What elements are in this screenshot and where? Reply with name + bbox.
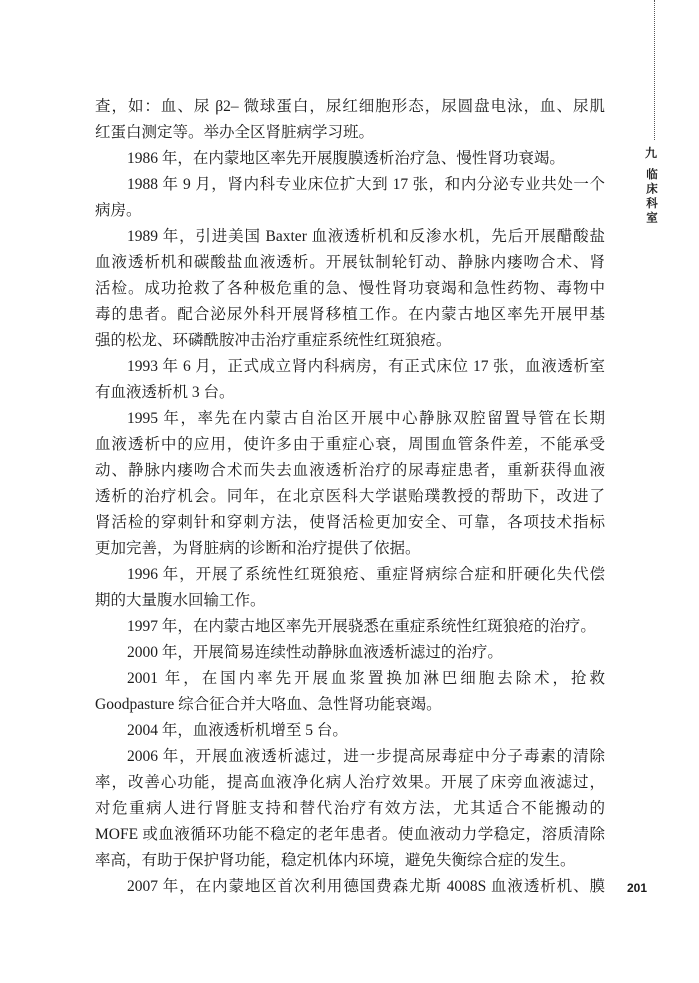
page-number: 201 (627, 881, 648, 895)
text-line: 率，改善心功能，提高血液净化病人治疗效果。开展了床旁血液滤过， (95, 774, 605, 791)
text-line: 透析的治疗机会。同年，在北京医科大学谌贻璞教授的帮助下，改进了 (95, 488, 605, 505)
paragraph-first-line: 2004 年，血液透析机增至 5 台。 (127, 722, 348, 739)
text-line: 活检。成功抢救了各种极危重的急、慢性肾功衰竭和急性药物、毒物中 (95, 280, 605, 297)
paragraph-first-line: 1996 年，开展了系统性红斑狼疮、重症肾病综合症和肝硬化失代偿 (127, 566, 605, 583)
paragraph-first-line: 1988 年 9 月，肾内科专业床位扩大到 17 张，和内分泌专业共处一个 (127, 176, 605, 193)
text-line: 率高，有助于保护肾功能，稳定机体内环境，避免失衡综合症的发生。 (95, 852, 576, 869)
text-line: 血液透析机和碳酸盐血液透析。开展钛制轮钉动、静脉内瘘吻合术、肾 (95, 254, 605, 271)
paragraph-first-line: 2001 年，在国内率先开展血浆置换加淋巴细胞去除术，抢救 (127, 670, 605, 687)
paragraph-first-line: 1993 年 6 月，正式成立肾内科病房，有正式床位 17 张，血液透析室 (127, 358, 605, 375)
text-line: MOFE 或血液循环功能不稳定的老年患者。使血液动力学稳定，溶质清除 (95, 826, 605, 843)
text-line: 更加完善，为肾脏病的诊断和治疗提供了依据。 (95, 540, 421, 557)
text-line: 血液透析中的应用，使许多由于重症心衰，周围血管条件差，不能承受 (95, 436, 605, 453)
text-line: 红蛋白测定等。举办全区肾脏病学习班。 (95, 124, 375, 141)
text-line: Goodpasture 综合征合并大咯血、急性肾功能衰竭。 (95, 696, 442, 713)
body-text (95, 94, 605, 900)
paragraph-first-line: 1986 年，在内蒙地区率先开展腹膜透析治疗急、慢性肾功衰竭。 (127, 150, 565, 167)
text-line: 动、静脉内瘘吻合术而失去血液透析治疗的尿毒症患者，重新获得血液 (95, 462, 605, 479)
paragraph-first-line: 2006 年，开展血液透析滤过，进一步提高尿毒症中分子毒素的清除 (127, 748, 605, 765)
section-title: 临床科室 (645, 168, 659, 226)
text-line: 期的大量腹水回输工作。 (95, 592, 266, 609)
text-line: 肾活检的穿刺针和穿刺方法，使肾活检更加安全、可靠，各项技术指标 (95, 514, 605, 531)
margin-dotted-rule (654, 0, 655, 140)
text-line: 查，如：血、尿 β2– 微球蛋白，尿红细胞形态，尿圆盘电泳，血、尿肌 (95, 98, 605, 115)
text-line: 对危重病人进行肾脏支持和替代治疗有效方法，尤其适合不能搬动的 (95, 800, 605, 817)
paragraph-first-line: 1997 年，在内蒙古地区率先开展骁悉在重症系统性红斑狼疮的治疗。 (127, 618, 596, 635)
text-line: 强的松龙、环磷酰胺冲击治疗重症系统性红斑狼疮。 (95, 332, 452, 349)
text-line: 病房。 (95, 202, 142, 219)
paragraph-first-line: 1989 年，引进美国 Baxter 血液透析机和反渗水机，先后开展醋酸盐 (127, 228, 605, 245)
paragraph-first-line: 2000 年，开展简易连续性动静脉血液透析滤过的治疗。 (127, 644, 503, 661)
text-line: 有血液透析机 3 台。 (95, 384, 235, 401)
paragraph-first-line: 2007 年，在内蒙地区首次利用德国费森尤斯 4008S 血液透析机、膜 (127, 878, 605, 895)
paragraph-first-line: 1995 年，率先在内蒙古自治区开展中心静脉双腔留置导管在长期 (127, 410, 605, 427)
section-number: 九 (645, 146, 658, 160)
text-line: 毒的患者。配合泌尿外科开展肾移植工作。在内蒙古地区率先开展甲基 (95, 306, 605, 323)
